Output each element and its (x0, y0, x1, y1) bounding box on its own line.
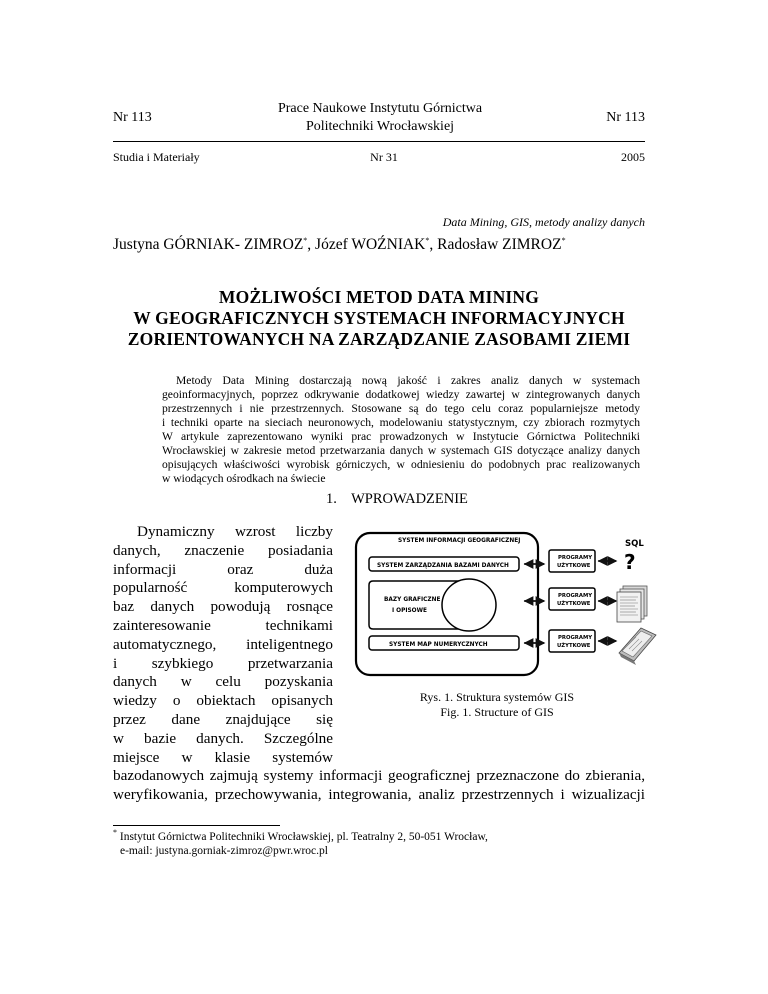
journal-title (250, 100, 510, 136)
programs-label-2b: UŻYTKOWE (557, 601, 591, 607)
abstract-line: W artykule zaprezentowano wyniki prac prowadzonych w Instytucie Górnictwa Politechniki (162, 430, 640, 443)
author-1-mark: * (303, 235, 308, 245)
databases-label-2: I OPISOWE (392, 608, 427, 614)
author-2-mark: * (425, 235, 430, 245)
gis-diagram (336, 523, 658, 687)
series-name: Studia i Materiały (113, 150, 200, 164)
body-line: zainteresowanie technikami (113, 616, 333, 634)
footnote-line-1: Instytut Górnictwa Politechniki Wrocławskiej, pl. Teatralny 2, 50-051 Wrocław, (119, 831, 488, 843)
figure-gis-structure (336, 523, 658, 687)
section-title: WPROWADZENIE (351, 491, 468, 507)
programs-label-3b: UŻYTKOWE (557, 643, 591, 649)
map-printer-icon (619, 628, 656, 665)
title-line-1: MOŻLIWOŚCI METOD DATA MINING (218, 287, 540, 307)
maps-label: SYSTEM MAP NUMERYCZNYCH (389, 642, 488, 648)
body-line: informacji oraz duża (113, 560, 333, 578)
body-line: danych w celu pozyskania (113, 673, 333, 691)
abstract-line: przestrzennych i nie przestrzennych. Stosowane są do tego celu coraz popularniejsze metody (162, 402, 640, 415)
printout-icon (617, 586, 647, 622)
footnote-line-2: e-mail: justyna.gorniak-zimroz@pwr.wroc.pl (120, 845, 328, 858)
paper-title (113, 287, 645, 350)
programs-label-1a: PROGRAMY (558, 555, 593, 561)
abstract-line: Metody Data Mining dostarczają nową jakość i zakres analiz danych w systemach (176, 374, 640, 387)
body-line: bazodanowych zajmują systemy informacji geograficznej przeznaczone do zbierania, (113, 767, 645, 784)
caption-en: Fig. 1. Structure of GIS (440, 705, 554, 719)
outer-title: SYSTEM INFORMACJI GEOGRAFICZNEJ (398, 538, 521, 544)
body-line: i szybkiego przetwarzania (113, 654, 333, 672)
journal-number-right: Nr 113 (606, 110, 645, 125)
title-line-2: W GEOGRAFICZNYCH SYSTEMACH INFORMACYJNYCH (133, 308, 625, 328)
figure-caption (336, 690, 658, 720)
body-line: danych, znaczenie posiadania (113, 541, 333, 559)
journal-title-line1: Prace Naukowe Instytutu Górnictwa (277, 101, 483, 116)
programs-label-1b: UŻYTKOWE (557, 563, 591, 569)
series-number: Nr 31 (370, 150, 398, 164)
footnote (113, 830, 488, 859)
header-rule (113, 141, 645, 142)
abstract-line: i techniki oparte na sieciach neuronowych, modelowaniu statystycznym, czy zbiorach rozmytych (162, 416, 640, 429)
footnote-rule (113, 825, 280, 826)
journal-title-line2: Politechniki Wrocławskiej (305, 119, 455, 134)
section-heading (326, 491, 468, 508)
programs-label-3a: PROGRAMY (558, 635, 593, 641)
journal-number-left: Nr 113 (113, 110, 152, 125)
sql-label: SQL (625, 539, 644, 549)
abstract-line: Wrocławskiej w zakresie metod przetwarzania danych w systemach GIS dotyczące analizy danych (162, 444, 640, 457)
body-line: wiedzy o obiektach opisanych (113, 692, 333, 710)
body-text-left (113, 523, 333, 767)
section-number: 1. (326, 491, 337, 507)
body-line: w bazie danych. Szczególne (113, 729, 333, 747)
databases-ellipse (442, 579, 496, 631)
body-line: baz danych powodują rosnące (113, 598, 333, 616)
abstract-line: w wiodących ośrodkach na świecie (162, 472, 326, 485)
caption-pl: Rys. 1. Struktura systemów GIS (419, 690, 575, 704)
programs-label-2a: PROGRAMY (558, 593, 593, 599)
databases-label-1: BAZY GRAFICZNE (384, 597, 441, 603)
abstract (162, 374, 640, 486)
author-3: , Radosław ZIMROZ (429, 236, 562, 253)
question-mark: ? (624, 550, 636, 574)
body-line: automatycznego, inteligentnego (113, 635, 333, 653)
author-2: , Józef WOŹNIAK (307, 236, 426, 253)
dbms-label: SYSTEM ZARZĄDZANIA BAZAMI DANYCH (377, 563, 509, 569)
abstract-line: opisujących właściwości wyrobisk górniczych, w odniesieniu do podobnych prac realizowanych (162, 458, 640, 471)
author-3-mark: * (561, 235, 566, 245)
body-line: popularność komputerowych (113, 579, 333, 597)
keywords: Data Mining, GIS, metody analizy danych (442, 215, 645, 229)
authors (113, 236, 566, 254)
body-line: weryfikowania, przechowywania, integrowania, analiz przestrzennych i wizualizacji (113, 785, 645, 803)
publication-year: 2005 (621, 150, 645, 164)
title-line-3: ZORIENTOWANYCH NA ZARZĄDZANIE ZASOBAMI ZIEMI (127, 329, 631, 349)
footnote-mark: * (113, 828, 117, 838)
body-line: Dynamiczny wzrost liczby (137, 523, 333, 540)
body-line: miejsce w klasie systemów (113, 748, 333, 766)
body-text-full (113, 767, 645, 805)
body-line: przez dane znajdujące się (113, 710, 333, 728)
abstract-line: geoinformacyjnych, poprzez odkrywanie dodatkowej wiedzy zawartej w zintegrowanych danych (162, 388, 640, 401)
author-1: Justyna GÓRNIAK- ZIMROZ (113, 236, 304, 253)
